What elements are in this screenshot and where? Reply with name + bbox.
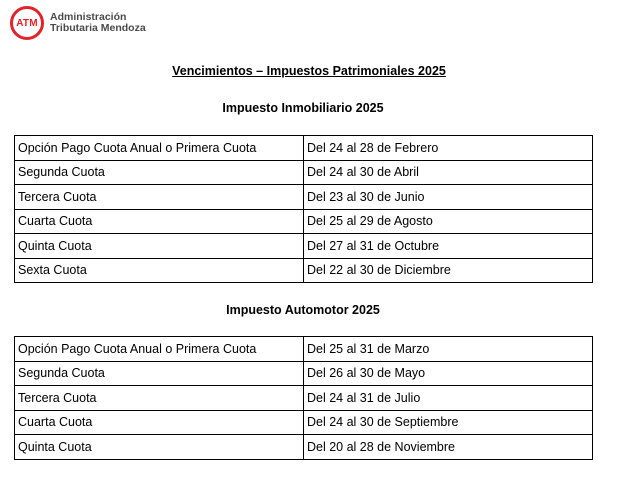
logo-wordmark	[50, 12, 146, 34]
atm-logo	[10, 6, 146, 40]
fecha-cell: Del 24 al 30 de Abril	[304, 160, 593, 185]
cuota-cell: Sexta Cuota	[15, 258, 304, 283]
fecha-cell: Del 25 al 29 de Agosto	[304, 209, 593, 234]
table-row	[15, 160, 593, 185]
atm-logo-mark	[10, 6, 44, 40]
table-row	[15, 234, 593, 259]
table-row	[15, 185, 593, 210]
fecha-cell: Del 27 al 31 de Octubre	[304, 234, 593, 259]
cuota-cell: Cuarta Cuota	[15, 410, 304, 435]
cuota-cell: Tercera Cuota	[15, 185, 304, 210]
inmobiliario-table	[14, 135, 593, 283]
cuota-cell: Opción Pago Cuota Anual o Primera Cuota	[15, 136, 304, 161]
fecha-cell: Del 24 al 30 de Septiembre	[304, 410, 593, 435]
fecha-cell: Del 23 al 30 de Junio	[304, 185, 593, 210]
cuota-cell: Tercera Cuota	[15, 386, 304, 411]
cuota-cell: Segunda Cuota	[15, 361, 304, 386]
table-row	[15, 136, 593, 161]
cuota-cell: Opción Pago Cuota Anual o Primera Cuota	[15, 337, 304, 362]
cuota-cell: Cuarta Cuota	[15, 209, 304, 234]
document-title: Vencimientos – Impuestos Patrimoniales 2025	[172, 64, 446, 78]
fecha-cell: Del 20 al 28 de Noviembre	[304, 435, 593, 460]
inmobiliario-title: Impuesto Inmobiliario 2025	[222, 101, 384, 115]
table-row	[15, 209, 593, 234]
automotor-title: Impuesto Automotor 2025	[226, 303, 380, 317]
logo-line-2: Tributaria Mendoza	[50, 22, 146, 34]
automotor-table	[14, 336, 593, 460]
cuota-cell: Quinta Cuota	[15, 435, 304, 460]
table-row	[15, 435, 593, 460]
table-row	[15, 361, 593, 386]
fecha-cell: Del 22 al 30 de Diciembre	[304, 258, 593, 283]
fecha-cell: Del 24 al 31 de Julio	[304, 386, 593, 411]
table-row	[15, 410, 593, 435]
table-row	[15, 386, 593, 411]
fecha-cell: Del 24 al 28 de Febrero	[304, 136, 593, 161]
cuota-cell: Quinta Cuota	[15, 234, 304, 259]
logo-abbreviation: ATM	[16, 17, 38, 29]
table-row	[15, 258, 593, 283]
fecha-cell: Del 26 al 30 de Mayo	[304, 361, 593, 386]
cuota-cell: Segunda Cuota	[15, 160, 304, 185]
logo-line-1: Administración	[50, 11, 127, 23]
table-row	[15, 337, 593, 362]
fecha-cell: Del 25 al 31 de Marzo	[304, 337, 593, 362]
